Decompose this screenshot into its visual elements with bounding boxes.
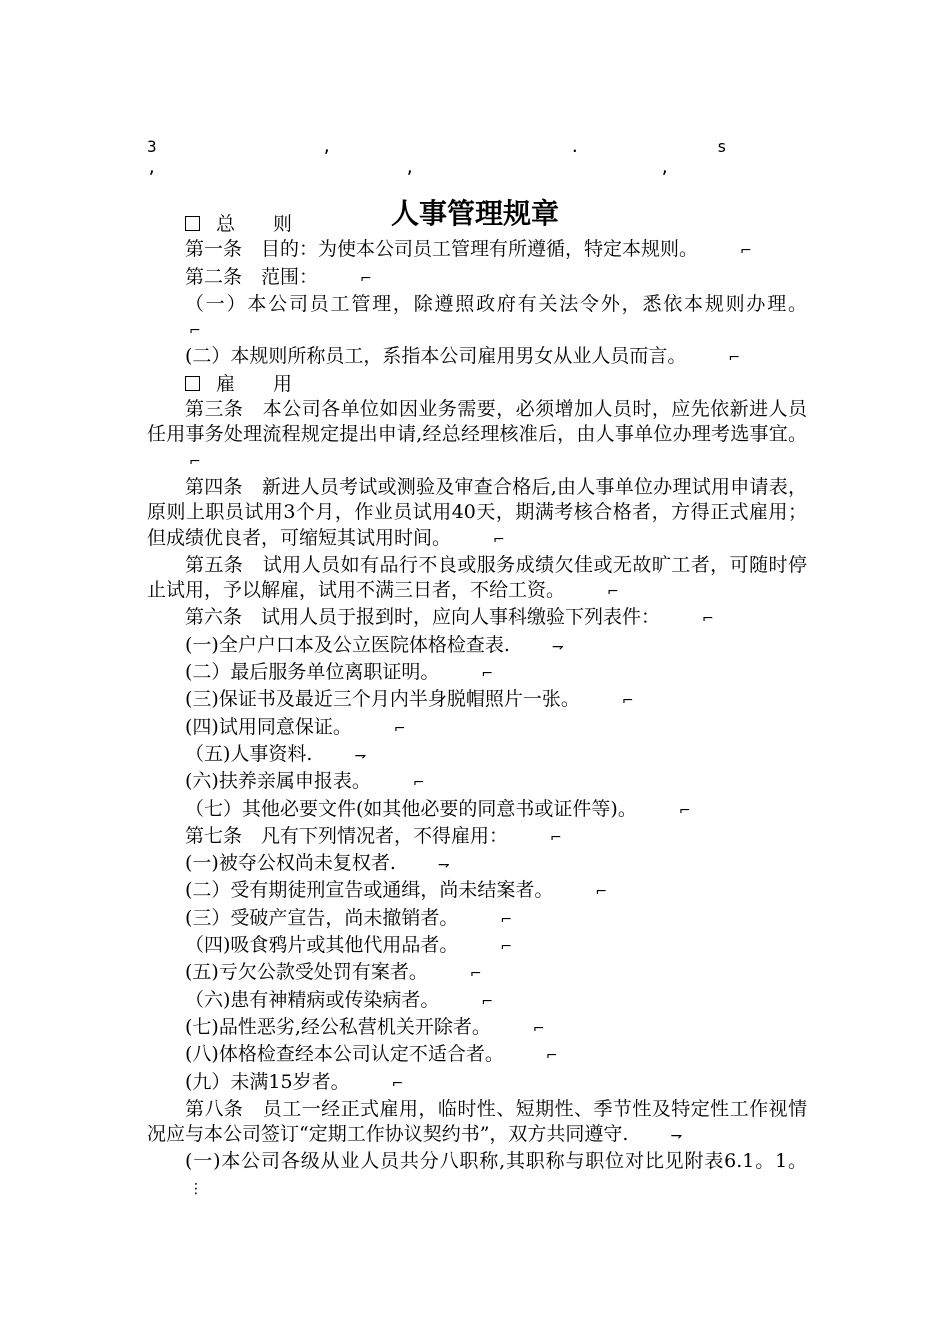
paragraph-mark-icon: ⇁ bbox=[551, 638, 564, 655]
paragraph bbox=[147, 1042, 807, 1069]
paragraph-text: (九）未满15岁者。 bbox=[185, 1070, 350, 1093]
paragraph bbox=[147, 475, 807, 553]
paragraph-mark-icon: ⌐ bbox=[481, 666, 494, 683]
paragraph-mark-icon: ⌐ bbox=[393, 720, 406, 737]
paragraph-mark-icon: ⇁ bbox=[354, 747, 367, 764]
paragraph bbox=[147, 1070, 807, 1097]
section-heading bbox=[147, 372, 807, 397]
paragraph-mark-icon: ⌐ bbox=[493, 531, 505, 548]
paragraph-mark-icon: ⌐ bbox=[595, 884, 608, 901]
paragraph-mark-icon: ⌐ bbox=[500, 939, 513, 956]
paragraph-text: (二）最后服务单位离职证明。 bbox=[185, 661, 440, 684]
paragraph bbox=[147, 633, 807, 660]
paragraph bbox=[147, 397, 807, 475]
paragraph-text: (一)本公司各级从业人员共分八职称,其职称与职位对比见附表6.1。1。 bbox=[185, 1150, 807, 1173]
paragraph bbox=[147, 605, 807, 632]
paragraph bbox=[147, 797, 807, 824]
paragraph-mark-icon: ⌐ bbox=[412, 775, 425, 792]
section-heading bbox=[147, 212, 807, 237]
paragraph-mark-icon: ⌐ bbox=[545, 1048, 558, 1065]
paragraph-mark-icon: ⌐ bbox=[391, 1075, 404, 1092]
paragraph bbox=[147, 553, 807, 606]
paragraph-text: 第四条 新进人员考试或测验及审查合格后,由人事单位办理试用申请表，原则上职员试用3个月，作业员试用40天，期满考核合格者，方得正式雇用；但成绩优良者，可缩短其试用时间。 bbox=[147, 475, 807, 549]
paragraph bbox=[147, 988, 807, 1015]
paragraph bbox=[147, 1149, 807, 1202]
document-body bbox=[147, 212, 807, 1202]
paragraph-text: 第八条 员工一经正式雇用，临时性、短期性、季节性及特定性工作视情况应与本公司签订“定期工作协议契约书”，双方共同遵守. bbox=[147, 1097, 807, 1146]
paragraph-mark-icon: ⌐ bbox=[469, 966, 482, 983]
paragraph bbox=[147, 344, 807, 371]
paragraph-mark-icon: ⇁ bbox=[437, 857, 450, 874]
paragraph-mark-icon: ⌐ bbox=[728, 350, 741, 367]
paragraph-text: (一)全户户口本及公立医院体格检查表. bbox=[185, 633, 510, 656]
paragraph-mark-icon: ⌐ bbox=[360, 270, 372, 287]
paragraph bbox=[147, 824, 807, 851]
paragraph bbox=[147, 742, 807, 769]
header-mark: 3 bbox=[147, 137, 157, 156]
paragraph-mark-icon: ⌐ bbox=[189, 323, 201, 340]
paragraph-text: （七）其他必要文件(如其他必要的同意书或证件等)。 bbox=[185, 797, 637, 820]
paragraph-text: (三）受破产宣告，尚未撤销者。 bbox=[185, 906, 459, 929]
paragraph bbox=[147, 933, 807, 960]
paragraph-text: (七)品性恶劣,经公私营机关开除者。 bbox=[185, 1015, 491, 1038]
header-mark: , bbox=[660, 158, 670, 177]
header-mark: , bbox=[322, 137, 332, 156]
paragraph bbox=[147, 906, 807, 933]
paragraph-text: （四)吸食鸦片或其他代用品者。 bbox=[185, 934, 459, 957]
paragraph-mark-icon: ⌐ bbox=[189, 453, 201, 470]
checkbox-square-icon bbox=[185, 216, 200, 231]
paragraph bbox=[147, 687, 807, 714]
header-mark: . bbox=[570, 137, 580, 156]
paragraph bbox=[147, 265, 807, 292]
paragraph bbox=[147, 851, 807, 878]
paragraph-mark-icon: ⌐ bbox=[607, 584, 619, 601]
header-mark: , bbox=[405, 158, 415, 177]
paragraph-mark-icon: ⌐ bbox=[550, 829, 562, 846]
section-title: 总则 bbox=[216, 213, 331, 235]
paragraph-text: (六)扶养亲属申报表。 bbox=[185, 770, 371, 793]
header-mark: s bbox=[717, 137, 727, 156]
paragraph-text: 第一条 目的：为使本公司员工管理有所遵循，特定本规则。 bbox=[185, 238, 699, 261]
paragraph-text: 第七条 凡有下列情况者，不得雇用： bbox=[185, 824, 509, 847]
paragraph-text: 第六条 试用人员于报到时，应向人事科缴验下列表件： bbox=[185, 606, 661, 629]
paragraph bbox=[147, 878, 807, 905]
paragraph bbox=[147, 960, 807, 987]
paragraph-text: (四)试用同意保证。 bbox=[185, 715, 352, 738]
paragraph-text: （五)人事资料. bbox=[185, 742, 313, 765]
paragraph-mark-icon: ⋮ bbox=[189, 1180, 203, 1197]
paragraph-mark-icon: ⌐ bbox=[621, 693, 634, 710]
paragraph-text: (五)亏欠公款受处罚有案者。 bbox=[185, 961, 428, 984]
paragraph bbox=[147, 237, 807, 264]
paragraph-text: (一)被夺公权尚未复权者. bbox=[185, 852, 396, 875]
paragraph-mark-icon: ⌐ bbox=[481, 993, 494, 1010]
paragraph-text: 第二条 范围： bbox=[185, 265, 319, 288]
paragraph-mark-icon: ⌐ bbox=[500, 911, 513, 928]
paragraph-text: (二）受有期徒刑宣告或通缉，尚未结案者。 bbox=[185, 879, 554, 902]
paragraph bbox=[147, 1015, 807, 1042]
paragraph bbox=[147, 769, 807, 796]
paragraph-text: 第三条 本公司各单位如因业务需要，必须增加人员时，应先依新进人员任用事务处理流程规定提出申请,经总经理核准后，由人事单位办理考选事宜。 bbox=[147, 398, 807, 446]
paragraph-mark-icon: ⌐ bbox=[740, 243, 752, 260]
checkbox-square-icon bbox=[185, 376, 200, 391]
paragraph-text: (三)保证书及最近三个月内半身脱帽照片一张。 bbox=[185, 688, 580, 711]
section-title: 雇用 bbox=[216, 372, 331, 395]
paragraph-mark-icon: ⌐ bbox=[532, 1020, 545, 1037]
paragraph-text: （六)患有神精病或传染病者。 bbox=[185, 988, 440, 1011]
paragraph bbox=[147, 715, 807, 742]
paragraph-mark-icon: ⌐ bbox=[678, 802, 691, 819]
document-title: 人事管理规章 bbox=[390, 196, 559, 230]
paragraph bbox=[147, 1097, 807, 1150]
paragraph-text: (八)体格检查经本公司认定不适合者。 bbox=[185, 1043, 504, 1066]
paragraph-text: （一）本公司员工管理，除遵照政府有关法令外，悉依本规则办理。 bbox=[185, 292, 807, 315]
paragraph-text: (二）本规则所称员工，系指本公司雇用男女从业人员而言。 bbox=[185, 345, 687, 368]
paragraph-text: 第五条 试用人员如有品行不良或服务成绩欠佳或无故旷工者，可随时停止试用，予以解雇，试用不满三日者，不给工资。 bbox=[147, 553, 807, 602]
header-mark: , bbox=[147, 158, 157, 177]
paragraph bbox=[147, 292, 807, 345]
paragraph bbox=[147, 660, 807, 687]
paragraph-mark-icon: ⇁ bbox=[670, 1128, 683, 1145]
paragraph-mark-icon: ⌐ bbox=[702, 611, 714, 628]
